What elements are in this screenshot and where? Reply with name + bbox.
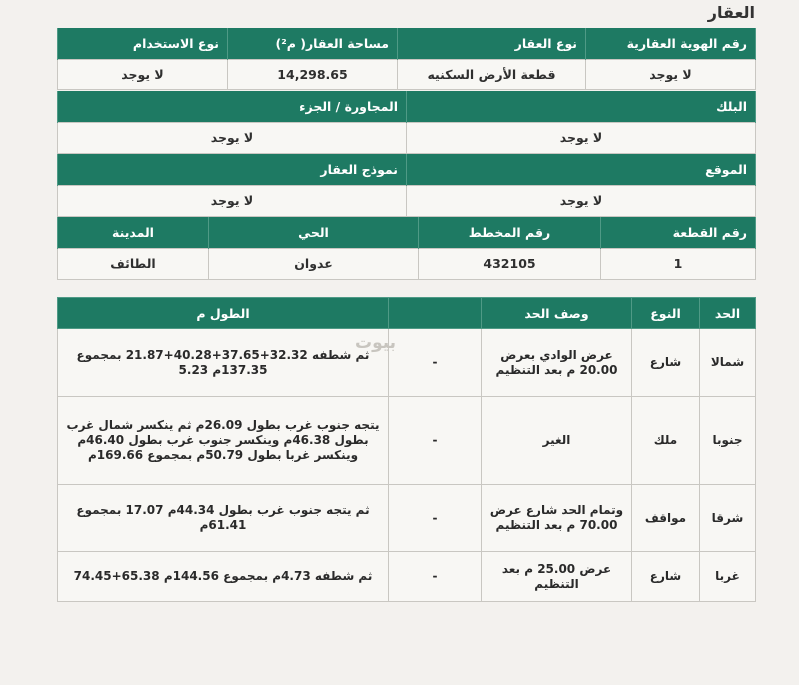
border-side: جنوبا <box>700 397 756 485</box>
page-title: العقار <box>707 3 755 22</box>
header-border-description: وصف الحد <box>482 298 632 329</box>
border-type: ملك <box>632 397 700 485</box>
value-real-estate-id: لا يوجد <box>586 59 756 89</box>
border-side: غربا <box>700 552 756 602</box>
header-real-estate-id: رقم الهوية العقارية <box>586 28 756 59</box>
border-description: وتمام الحد شارع عرض 70.00 م بعد التنظيم <box>482 485 632 552</box>
header-plan-number: رقم المخطط <box>419 217 601 248</box>
border-type: شارع <box>632 552 700 602</box>
border-length: ثم يتجه جنوب غرب بطول 44.34م 17.07 بمجموع 61.41م <box>58 485 389 552</box>
border-dash: - <box>389 485 482 552</box>
border-description: الغير <box>482 397 632 485</box>
value-block: لا يوجد <box>407 122 756 153</box>
header-usage-type: نوع الاستخدام <box>58 28 228 59</box>
border-length: ثم شطفه 4.73م بمجموع 144.56م 65.38+74.45 <box>58 552 389 602</box>
header-border: الحد <box>700 298 756 329</box>
value-location: لا يوجد <box>407 185 756 216</box>
border-side: شرقا <box>700 485 756 552</box>
border-type: مواقف <box>632 485 700 552</box>
value-city: الطائف <box>58 248 209 279</box>
value-plan-number: 432105 <box>419 248 601 279</box>
header-district: الحي <box>209 217 419 248</box>
value-district: عدوان <box>209 248 419 279</box>
border-length: يتجه جنوب غرب بطول 26.09م ثم ينكسر شمال غرب بطول 46.38م وينكسر جنوب غرب بطول 46.40م وينكسر غربا بطول 50.79م بمجموع 169.66م <box>58 397 389 485</box>
border-length: ثم شطفه 32.32+37.65+40.28+21.87 بمجموع 137.35م 5.23 <box>58 329 389 397</box>
header-blank <box>389 298 482 329</box>
border-description: عرض 25.00 م بعد التنظيم <box>482 552 632 602</box>
border-dash: - <box>389 329 482 397</box>
table-row <box>58 485 756 552</box>
watermark-logo: بيوت <box>355 333 397 353</box>
header-neighborhood-part: المجاورة / الجزء <box>58 91 407 122</box>
border-type: شارع <box>632 329 700 397</box>
header-property-type: نوع العقار <box>398 28 586 59</box>
border-side: شمالا <box>700 329 756 397</box>
value-usage-type: لا يوجد <box>58 59 228 89</box>
header-area: مساحة العقار( م²) <box>228 28 398 59</box>
parcel-table <box>57 217 756 280</box>
header-city: المدينة <box>58 217 209 248</box>
header-length: الطول م <box>58 298 389 329</box>
table-row <box>58 397 756 485</box>
property-info-table <box>57 28 756 90</box>
value-neighborhood-part: لا يوجد <box>58 122 407 153</box>
header-block: البلك <box>407 91 756 122</box>
table-row <box>58 329 756 397</box>
location-table <box>57 154 756 217</box>
value-property-type: قطعة الأرض السكنيه <box>398 59 586 89</box>
table-row <box>58 552 756 602</box>
header-border-type: النوع <box>632 298 700 329</box>
header-property-model: نموذج العقار <box>58 154 407 185</box>
border-dash: - <box>389 397 482 485</box>
header-location: الموقع <box>407 154 756 185</box>
value-property-model: لا يوجد <box>58 185 407 216</box>
borders-table <box>57 297 756 602</box>
value-parcel-number: 1 <box>601 248 756 279</box>
value-area: 14,298.65 <box>228 59 398 89</box>
header-parcel-number: رقم القطعة <box>601 217 756 248</box>
border-dash: - <box>389 552 482 602</box>
border-description: عرض الوادي بعرض 20.00 م بعد التنظيم <box>482 329 632 397</box>
block-table <box>57 91 756 154</box>
